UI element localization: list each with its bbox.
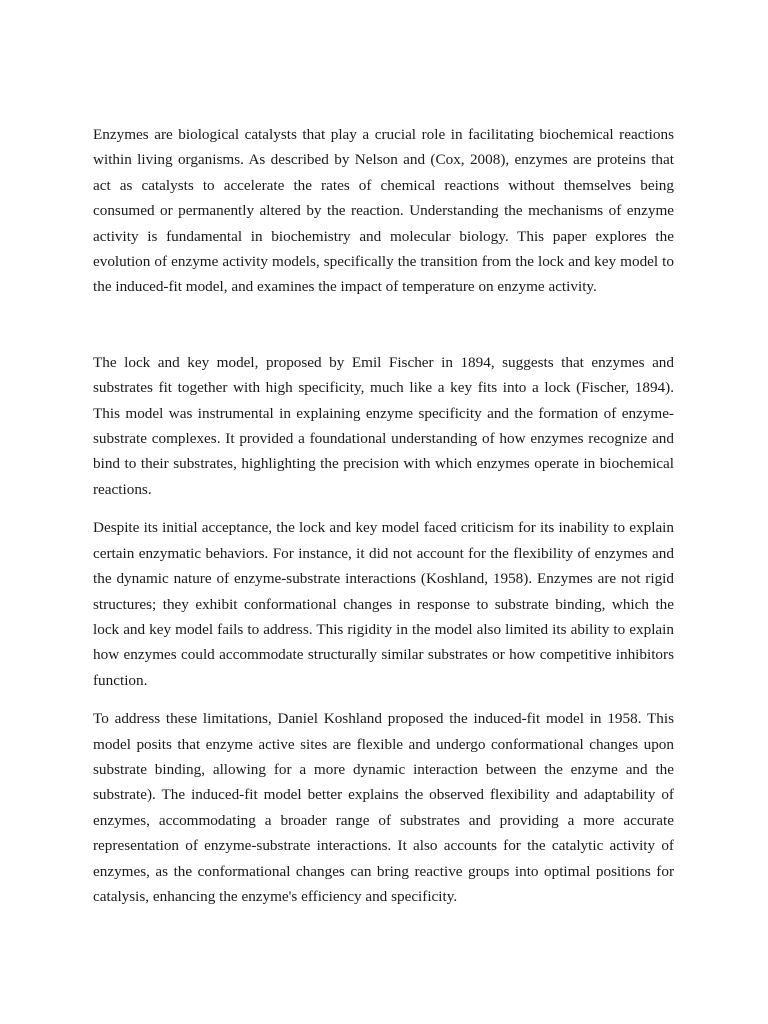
paragraph-lock-and-key: The lock and key model, proposed by Emil Fischer in 1894, suggests that enzymes and substrates fit together with high specificity, much like a key fits into a lock (Fischer, 1894). This model was instrumental in explaining enzyme specificity and the formation of enzyme-substrate complexes. It provided a foundational understanding of how enzymes recognize and bind to their substrates, highlighting the precision with which enzymes operate in biochemical reactions. [93, 353, 674, 498]
section-spacer [93, 300, 674, 350]
paragraph-introduction: Enzymes are biological catalysts that play a crucial role in facilitating biochemical reactions within living organisms. As described by Nelson and (Cox, 2008), enzymes are proteins that act as catalysts to accelerate the rates of chemical reactions without themselves being consumed or permanently altered by the reaction. Understanding the mechanisms of enzyme activity is fundamental in biochemistry and molecular biology. This paper explores the evolution of enzyme activity models, specifically the transition from the lock and key model to the induced-fit model, and examines the impact of temperature on enzyme activity. [93, 126, 674, 296]
paragraph-criticism: Despite its initial acceptance, the lock and key model faced criticism for its inability to explain certain enzymatic behaviors. For instance, it did not account for the flexibility of enzymes and the dynamic nature of enzyme-substrate interactions (Koshland, 1958). Enzymes are not rigid structures; they exhibit conformational changes in response to substrate binding, which the lock and key model fails to address. This rigidity in the model also limited its ability to explain how enzymes could accommodate structurally similar substrates or how competitive inhibitors function. [93, 519, 674, 689]
paragraph-induced-fit: To address these limitations, Daniel Koshland proposed the induced-fit model in 1958. This model posits that enzyme active sites are flexible and undergo conformational changes upon substrate binding, allowing for a more dynamic interaction between the enzyme and the substrate). The induced-fit model better explains the observed flexibility and adaptability of enzymes, accommodating a broader range of substrates and providing a more accurate representation of enzyme-substrate interactions. It also accounts for the catalytic activity of enzymes, as the conformational changes can bring reactive groups into optimal positions for catalysis, enhancing the enzyme's efficiency and specificity. [93, 710, 674, 905]
document-body [93, 122, 674, 909]
